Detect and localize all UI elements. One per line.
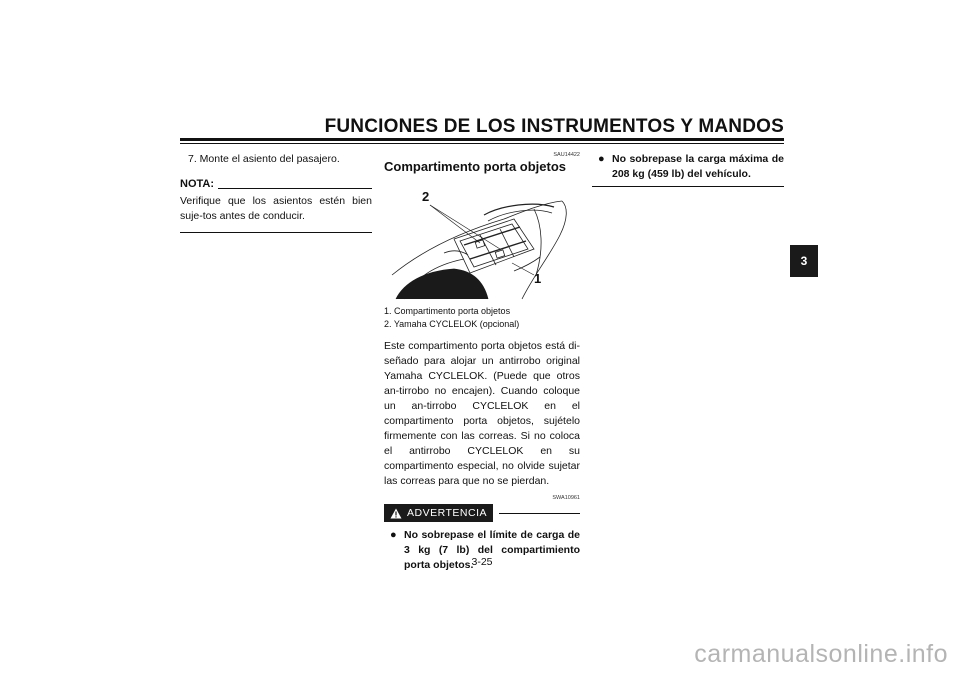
warning-rule bbox=[499, 513, 580, 514]
page-header-title: FUNCIONES DE LOS INSTRUMENTOS Y MANDOS bbox=[324, 116, 784, 137]
note-text: Verifique que los asientos estén bien suje-tos antes de conducir. bbox=[180, 195, 372, 222]
chapter-tab: 3 bbox=[790, 245, 818, 277]
caption-item: 2. Yamaha CYCLELOK (opcional) bbox=[384, 319, 520, 329]
left-column bbox=[180, 152, 372, 233]
note-label: NOTA: bbox=[180, 178, 215, 190]
note-rule bbox=[218, 188, 372, 189]
middle-column bbox=[384, 152, 580, 573]
warning-triangle-icon bbox=[390, 508, 402, 519]
caption-item: 1. Compartimento porta objetos bbox=[384, 306, 511, 316]
storage-compartment-illustration bbox=[384, 179, 580, 301]
section-code: SAU14422 bbox=[553, 152, 580, 158]
warning-bullet bbox=[592, 152, 784, 182]
watermark: carmanualsonline.info bbox=[694, 640, 948, 668]
warning-badge bbox=[384, 504, 493, 522]
warning-bullet-text: No sobrepase el límite de carga de 3 kg (7 lb) del compartimiento porta objetos. bbox=[404, 529, 580, 571]
warning-end-rule bbox=[592, 186, 784, 187]
warning-code: SWA10961 bbox=[552, 495, 580, 501]
bullet-icon: ● bbox=[598, 153, 605, 165]
right-column bbox=[592, 152, 784, 187]
note-header bbox=[180, 177, 372, 192]
callout-2: 2 bbox=[422, 189, 430, 204]
step-7: 7. Monte el asiento del pasajero. bbox=[188, 153, 340, 165]
motorcycle-seat-drawing bbox=[384, 179, 580, 301]
bullet-icon: ● bbox=[390, 529, 397, 541]
figure-caption-list bbox=[384, 305, 580, 331]
callout-1: 1 bbox=[534, 271, 542, 286]
section-body: Este compartimento porta objetos está di-señado para alojar un antirrobo original Yamaha CYCLELOK. (Puede que otros an-tirrobo no encajen). Cuando coloque un an-tirrobo CYCLELOK en el compartimento porta objetos, sujételo firmemente con las correas. Si no coloca el antirrobo CYCLELOK en su compartimento especial, no olvide sujetar las correas para que no se pierdan. bbox=[384, 340, 580, 487]
page-number: 3-25 bbox=[471, 556, 493, 568]
section-title: Compartimento porta objetos bbox=[384, 159, 567, 174]
header-rule bbox=[180, 138, 784, 141]
note-end-rule bbox=[180, 232, 372, 233]
warning-label: ADVERTENCIA bbox=[407, 506, 487, 519]
warning-bullet-text: No sobrepase la carga máxima de 208 kg (459 lb) del vehículo. bbox=[612, 153, 784, 180]
header-rule-thin bbox=[180, 143, 784, 144]
warning-header bbox=[384, 504, 580, 522]
